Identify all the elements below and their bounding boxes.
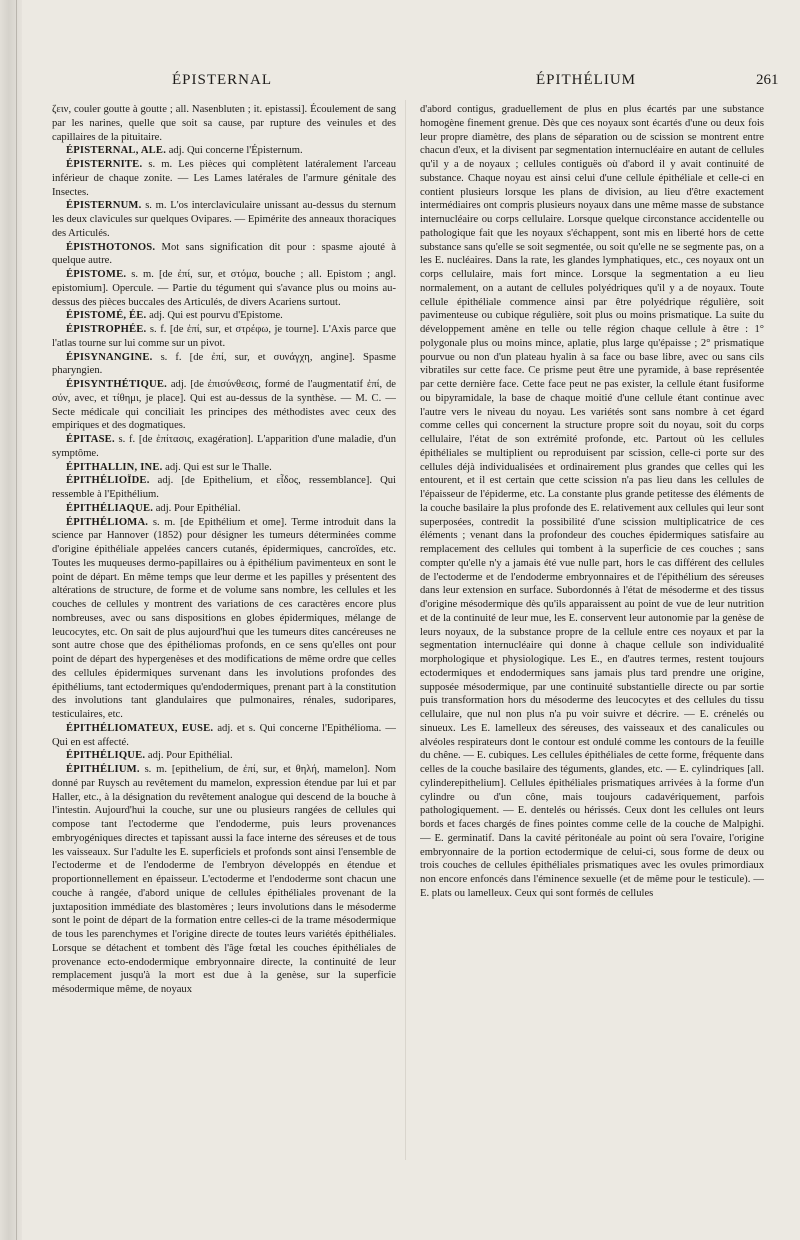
entry-definition: adj. Qui est pourvu d'Epistome. [149, 310, 283, 322]
dictionary-entry [52, 749, 396, 763]
entry-definition: adj. [de ἐπισύνθεσις, formé de l'augmentatif ἐπί, de σύν, avec, et τίθημι, je place]. Qui est au-dessus de la synthèse. — M. C. — Secte médicale qui conciliait les principes des méthodistes avec ceux des empiriques et des dogmatiques. [52, 379, 396, 432]
dictionary-entry [52, 722, 396, 750]
entry-headword: ÉPITHÉLIQUE. [66, 750, 146, 762]
entry-headword: ÉPISTROPHÉE. [66, 324, 147, 335]
entry-definition: ζειν, couler goutte à goutte ; all. Nasenbluten ; it. epistassi]. Écoulement de sang par les narines, quelle que soit sa cause, par rupture des veinules et des capillaires de la pituitaire. [52, 104, 396, 143]
dictionary-entry [52, 461, 396, 475]
entry-headword: ÉPISTOMÉ, ÉE. [66, 310, 147, 322]
entry-definition: adj. Qui concerne l'Épisternum. [168, 145, 303, 157]
entry-definition: adj. [de Epithelium, et εἶδος, ressemblance]. Qui ressemble à l'Epithélium. [52, 475, 396, 500]
entry-headword: ÉPITHALLIN, INE. [66, 461, 163, 473]
running-head-right: ÉPITHÉLIUM [536, 72, 636, 88]
entry-headword: ÉPITHÉLIOMATEUX, EUSE. [66, 722, 214, 734]
continued-text [420, 103, 764, 901]
left-column [52, 103, 396, 1163]
entry-definition: d'abord contigus, graduellement de plus en plus écartés par une substance homogène finement grenue. Dès que ces noyaux sont écartés d'une ou deux fois leur propre diamètre, des plans de séparation ou de scission se montrent entre chacun d'eux, et la divisent par segmentation internucléaire en autant de cellules qu'il y a de noyaux ; cellules contiguës où d'abord il y avait continuité de substance. Chaque noyau est ainsi celui d'une cellule épithéliale et celle-ci en contient plusieurs lorsque les plans de division, au lieu d'être exactement intermédiaires ont compris plusieurs noyaux dans une même masse de substance internucléaire ou corps cellulaire. Lorsque quelque circonstance accidentelle ou pathologique fait que les noyaux s'échappent, sont mis en liberté hors de cette substance sans qu'elle se soit segmentée, ou soit qu'elle ne se segmente pas, on a les E. nucléaires. Dans la rate, les glandes lymphatiques, etc., ces noyaux ont un corps cellulaire, mais fort mince. Lorsque la segmentation a eu lieu normalement, on a autant de cellules polyédriques qu'il y a de noyaux. Toute cellule épithéliale commence ainsi par être polyédrique régulière, soit pavimenteuse ou cubique régulière, soit plus ou moins prismatique. La suite du développement amène en telle ou telle région chaque cellule à être : 1° polygonale plus ou moins mince, aplatie, plus large qu'épaisse ; 2° prismatique pourvue ou non d'un plateau hyalin à sa face ou base libre, avec ou sans cils vibratiles sur cette face. Ce prisme peut être une pyramide, à base représentée par cette dernière face. Cette face peut ne pas exister, la cellule étant fusiforme ou bipyramidale, la base de chaque moitié d'une cellule étant continue avec l'autre vers le niveau du noyau. Les variétés sont sans nombre à cet égard comme celles qui concernent la structure propre soit du noyau, soit du corps cellulaire, l'état de son extrémité profonde, etc. Partout où les cellules épithéliales se multiplient ou reproduisent par scission, celle-ci porte sur des cellules déjà individualisées et ordinairement plus grandes que celles qui les entourent, et il est certain que cette scission n'a pas lieu dans les cellules de l'épaisseur de l'épiderme, etc. La constante plus grande petitesse des éléments de la couche basilaire la plus profonde des E. relativement aux cellules qui leur sont superposées, contredit la possibilité d'une scission multiplicatrice de ces éléments ; venant dans la profondeur des couches épidermiques satisfaire au remplacement des cellules qui tombent à la superficie de ces couches ; sans compter qu'elle n'y a jamais été vue nulle part, hors le cas différent des cellules de l'ectoderme et de l'endoderme embryonnaires et de l'épithélium des séreuses dans leur extension en surface. Subordonnés à l'état de mésoderme et des tissus d'origine mésodermique dès qu'ils apparaissent au point de vue de leur nutrition et de la continuité de leur mue, les E. conservent leur autonomie par la genèse de leurs noyaux, de la substance propre de la cellule entre ces noyaux et par la segmentation internucléaire qui donne à chaque cellule son individualité morphologique et physiologique. Les E., en d'autres termes, restent toujours ectodermiques et endodermiques sans jamais plus tard prendre une origine, supposée mésodermique, par une continuité substantielle directe ou par sortie puis transformation hors du mésoderme des leucocytes et des cellules du tissu cellulaire, que nul non plus n'a pu voir suivre et décrire. — E. crénelés ou sinueux. Les E. lamelleux des séreuses, des vaisseaux et des canalicules ou alvéoles respirateurs dont le contour est ondulé comme les contours de la feuille du chêne. — E. cubiques. Les cellules épithéliales de cette forme, fréquente dans celles de la couche basilaire des téguments, glandes, etc. — E. cylindriques [all. cylinderepithelium]. Cellules épithéliales prismatiques arrivées à la forme d'un cylindre ou d'un cône, mais toujours cadavériquement, parfois pathologiquement. — E. dentelés ou hérissés. Ceux dont les cellules ont leurs bords et faces chargés de fines pointes comme celle de la couche de Malpighi. — E. germinatif. Dans la cavité péritonéale au point où sera l'ovaire, l'origine embryonnaire de la portion ectodermique de celui-ci, sous forme de deux ou trois couches de cellules épithéliales prismatiques avec les ovules primordiaux non encore enfoncés dans l'éminence sexuelle (et de même pour le testicule). — E. plats ou lamelleux. Ceux qui sont formés de cellules [420, 104, 764, 899]
running-head-left: ÉPISTERNAL [172, 72, 272, 88]
entry-definition: s. m. [de ἐπί, sur, et στόμα, bouche ; all. Epistom ; angl. epistomium]. Opercule. — Partie du tégument qui s'avance plus ou moins au-dessus des pièces buccales des Articulés, de divers Acariens surtout. [52, 269, 396, 308]
entry-headword: ÉPISTERNAL, ALE. [66, 145, 167, 157]
dictionary-entry [52, 433, 396, 461]
entry-definition: s. m. Les pièces qui complètent latéralement l'arceau inférieur de chaque zonite. — Les Lames latérales de l'armure génitale des Insectes. [52, 159, 396, 198]
entry-definition: s. f. [de ἐπί, sur, et στρέφω, je tourne]. L'Axis parce que l'atlas tourne sur lui comme sur un pivot. [52, 324, 396, 349]
entry-definition: adj. Pour Epithélial. [147, 750, 233, 762]
binding-edge [0, 0, 22, 1240]
dictionary-entry [52, 144, 396, 158]
page-number: 261 [756, 72, 779, 88]
dictionary-entry [52, 309, 396, 323]
entry-headword: ÉPISYNANGINE. [66, 351, 153, 363]
entry-definition: s. f. [de ἐπίτασις, exagération]. L'apparition d'une maladie, d'un symptôme. [52, 434, 396, 459]
entry-headword: ÉPITHÉLIOÏDE. [66, 475, 150, 487]
entry-headword: ÉPITHÉLIOMA. [66, 516, 149, 528]
entry-headword: ÉPISTERNUM. [66, 200, 142, 212]
dictionary-entry [52, 268, 396, 309]
entry-headword: ÉPISTOME. [66, 269, 127, 280]
entry-definition: adj. Pour Epithélial. [155, 502, 241, 514]
dictionary-entry [52, 516, 396, 722]
dictionary-entry [52, 158, 396, 199]
entry-definition: s. m. [epithelium, de ἐπί, sur, et θηλή, mamelon]. Nom donné par Ruysch au revêtement du mamelon, expression étendue par lui et par Haller, etc., à la désignation du revêtement analogue qui descend de la bouche à l'intestin. Aujourd'hui la couche, sur une ou plusieurs rangées de cellules qui compose tant l'ectoderme que l'endoderme, puis leurs provenances embryogéniques directes et tapissant aussi la face interne des séreuses et de tous les vaisseaux. Sur l'adulte les E. superficiels et profonds sont ainsi l'ensemble de l'ectoderme et de l'endoderme de l'embryon développés en étendue et proportionnellement en épaisseur. L'ectoderme et l'endoderme sont chacun une couche à rangée, d'abord unique de cellules épithéliales provenant de la juxtaposition immédiate des blastomères ; leurs involutions dans le mésoderme sont le point de départ de la formation entre celles-ci de la trame mésodermique de tous les parenchymes et l'origine directe de toutes leurs variétés épithéliales. Lorsque se détachent et tombent dès l'âge fœtal les couches épithéliales de provenance ecto-endodermique embryonnaire directe, la continuité de leur remplacement jusqu'à la mort est due à la genèse, sur la superficie mésodermique même, de noyaux [52, 764, 396, 995]
entry-headword: ÉPITHÉLIUM. [66, 764, 140, 775]
entry-definition: s. m. [de Epithélium et ome]. Terme introduit dans la science par Hannover (1852) pour désigner les tumeurs déterminées comme d'origine épithéliale appelées cancers cutanés, épidermiques, cancroïdes, etc. Toutes les muqueuses dermo-papillaires ou à épithélium pavimenteux en sont le point de départ. En même temps que leur derme et les papilles y présentent des altérations de structure, de forme et de volume sans nombre, les cellules et les couches de cellules y montrent des variations de ces caractères encore plus nombreuses, avec ou sans dispositions en globes épidermiques, mélange de leucocytes, etc. On sait de plus aujourd'hui que les tumeurs dites cancéreuses ne sont autre chose que des épithéliomas profonds, en ce sens qu'elles ont pour point de départ des hypergenèses et des modifications de même ordre que celles des cellules épidermiques survenant dans les involutions profondes des épithéliums, tant ectodermiques qu'endodermiques, prenant part à la constitution des involutions tant glandulaires que pulmonaires, rénales, sudoripares, testiculaires, etc. [52, 516, 396, 720]
right-column [420, 103, 764, 1163]
entry-definition: s. m. L'os interclaviculaire unissant au-dessus du sternum les deux clavicules sur quelques Ovipares. — Epimérite des anneaux thoraciques des Articulés. [52, 200, 396, 239]
dictionary-entry [52, 323, 396, 351]
dictionary-entry [52, 763, 396, 997]
entry-definition: s. f. [de ἐπί, sur, et συνάγχη, angine]. Spasme pharyngien. [52, 351, 396, 377]
entry-definition: adj. Qui est sur le Thalle. [165, 461, 272, 473]
dictionary-entry [52, 199, 396, 240]
column-gutter [405, 100, 406, 1160]
dictionary-entry [52, 351, 396, 379]
dictionary-entry [52, 474, 396, 502]
dictionary-entry [52, 241, 396, 269]
entry-headword: ÉPISYNTHÉTIQUE. [66, 379, 168, 390]
entry-headword: ÉPITHÉLIAQUE. [66, 502, 154, 514]
entry-headword: ÉPISTHOTONOS. [66, 241, 156, 253]
binding-line [16, 0, 17, 1240]
entry-definition: adj. et s. Qui concerne l'Epithélioma. — Qui en est affecté. [52, 722, 396, 748]
dictionary-entry [52, 378, 396, 433]
entry-headword: ÉPITASE. [66, 434, 115, 445]
entry-headword: ÉPISTERNITE. [66, 159, 143, 170]
entry-definition: Mot sans signification dit pour : spasme ajouté à quelque autre. [52, 241, 396, 267]
continued-text [52, 103, 396, 144]
dictionary-entry [52, 502, 396, 516]
